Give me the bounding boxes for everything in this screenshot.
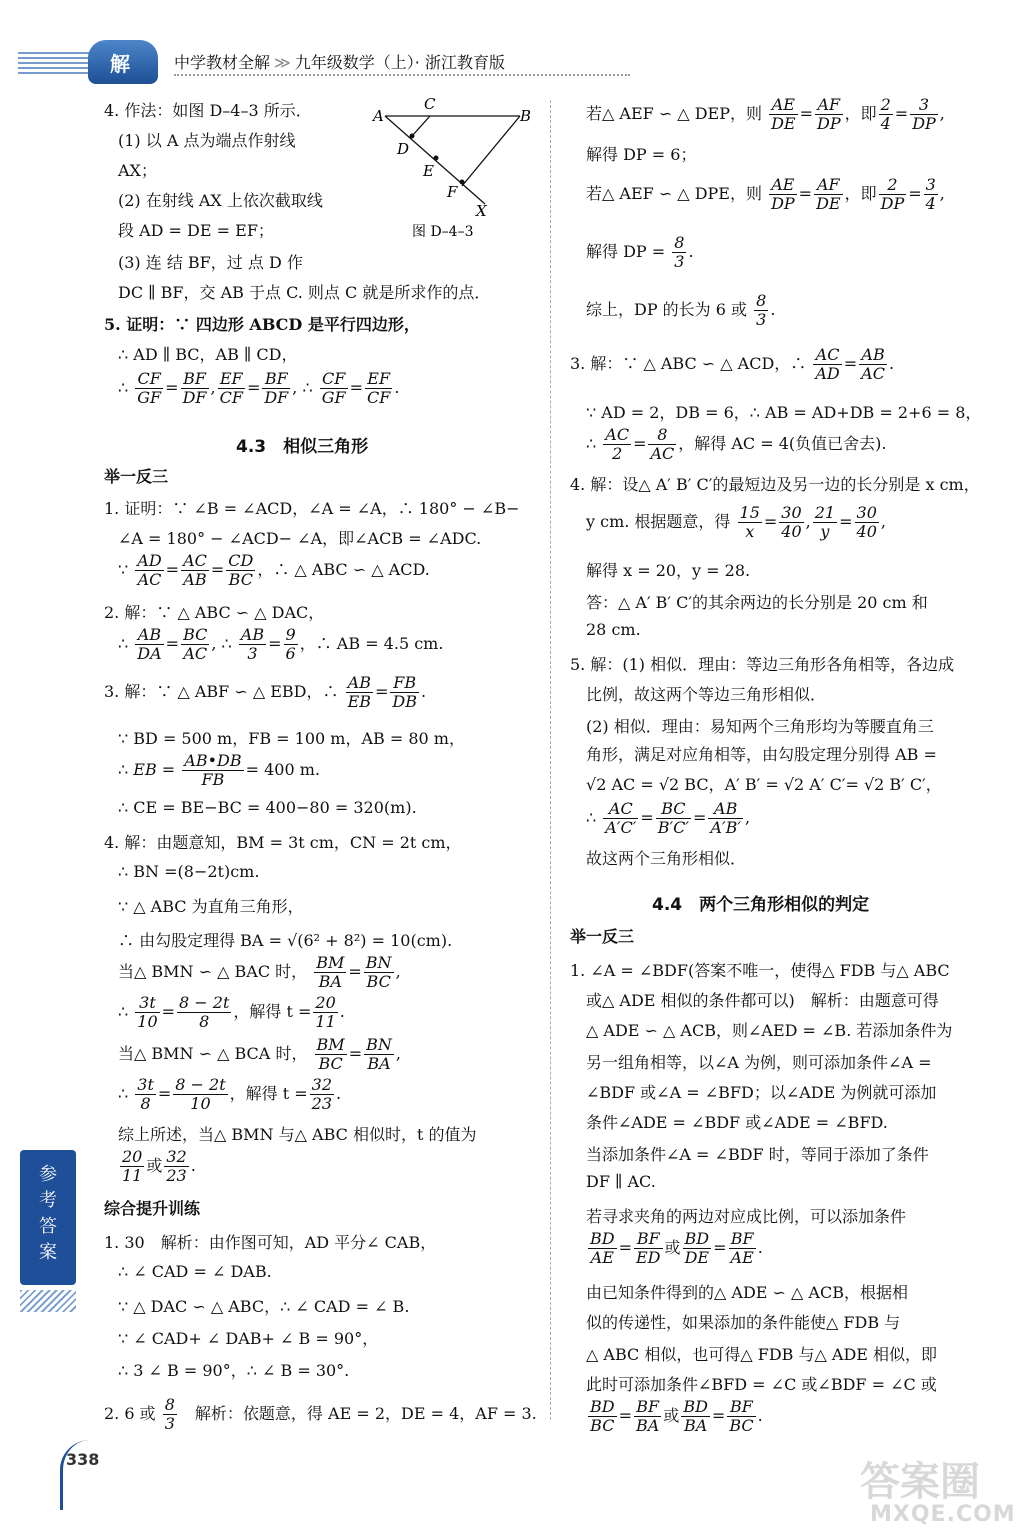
r3-line2: ∵ AD = 2，DB = 6，∴ AB = AD+DB = 2+6 = 8， — [586, 403, 982, 422]
p4-line5: 当△ BMN ∽ △ BAC 时， $\frac{BM}{BA}$ = $\frac{BN}{BC}$ , — [118, 953, 401, 991]
r4-line3: 解得 x = 20，y = 28. — [586, 561, 751, 580]
s-line9: 若寻求夹角的两边对应成比例，可以添加条件 — [586, 1207, 907, 1226]
s-line13: △ ABC 相似，也可得△ FDB 与△ ADE 相似，即 — [586, 1345, 938, 1364]
s-line14: 此时可添加条件∠BFD = ∠C 或∠BDF = ∠C 或 — [586, 1375, 937, 1394]
p1-line1: 1. 证明：∵ ∠B = ∠ACD，∠A = ∠A，∴ 180° − ∠B− — [104, 499, 520, 518]
r5-line7: 故这两个三角形相似． — [586, 849, 747, 868]
p2-line2: ∴ $\frac{AB}{DA}$ = $\frac{BC}{AC}$ , ∴ $\frac{AB}{3}$ = $\frac{9}{6}$ ，∴ AB = 4.5 cm. — [118, 625, 444, 663]
side-stripes — [20, 1290, 76, 1312]
subsection-zhts: 综合提升训练 — [104, 1199, 201, 1218]
r-line4: 解得 DP = $\frac{8}{3}$ . — [586, 233, 694, 271]
point-C: C — [424, 95, 436, 113]
p1-line3: ∵ $\frac{AD}{AC}$ = $\frac{AC}{AB}$ = $\frac{CD}{BC}$ ，∴ △ ABC ∽ △ ACD. — [118, 551, 430, 589]
page-number: 338 — [66, 1450, 100, 1469]
q2-line1: 2. 6 或 $\frac{8}{3}$ 解析：依题意，得 AE = 2，DE = 4，AF = 3. — [104, 1395, 537, 1433]
p3-line3: ∴ EB = $\frac{AB•DB}{FB}$ = 400 m. — [118, 751, 320, 789]
point-X: X — [476, 202, 487, 220]
q1-line3: ∵ △ DAC ∽ △ ABC，∴ ∠ CAD = ∠ B. — [118, 1297, 410, 1316]
r4-line4: 答：△ A′ B′ C′的其余两边的长分别是 20 cm 和 — [586, 593, 928, 612]
r-line5: 综上，DP 的长为 6 或 $\frac{8}{3}$ . — [586, 291, 776, 329]
geometry-figure — [370, 94, 540, 244]
s-line10: $\frac{BD}{AE}$ = $\frac{BF}{ED}$ 或 $\frac{BD}{DE}$ = $\frac{BF}{AE}$ . — [590, 1229, 763, 1267]
s-line12: 似的传递性，如果添加的条件能使△ FDB 与 — [586, 1313, 901, 1332]
s-line8: DF ∥ AC. — [586, 1172, 656, 1191]
r4-line5: 28 cm. — [586, 620, 641, 639]
r-line3: 若△ AEF ∽ △ DPE，则 $\frac{AE}{DP}$ = $\frac{AF}{DE}$ ，即 $\frac{2}{DP}$ = $\frac{3}{4}$ , — [586, 175, 945, 213]
s-line7: 当添加条件∠A = ∠BDF 时，等同于添加了条件 — [586, 1145, 929, 1164]
section-4-4: 4.4 两个三角形相似的判定 — [652, 895, 870, 915]
r5-line2: 比例，故这两个等边三角形相似． — [586, 685, 827, 704]
q1-line4: ∵ ∠ CAD+ ∠ DAB+ ∠ B = 90°， — [118, 1329, 379, 1348]
p4-line1: 4. 解：由题意知，BM = 3t cm，CN = 2t cm， — [104, 833, 462, 852]
q5-line3: ∴ $\frac{CF}{GF}$ = $\frac{BF}{DF}$ , $\frac{EF}{CF}$ = $\frac{BF}{DF}$ , ∴ $\frac{CF}{GF}$ = $\frac{EF}{CF}$ . — [118, 369, 400, 407]
r5-line1: 5. 解：(1) 相似．理由：等边三角形各角相等，各边成 — [570, 655, 955, 674]
q5-title: 5. 证明：∵ 四边形 ABCD 是平行四边形， — [104, 315, 420, 334]
p3-line4: ∴ CE = BE−BC = 400−80 = 320(m). — [118, 798, 417, 817]
s-line5: ∠BDF 或∠A = ∠BFD；以∠ADE 为例就可添加 — [586, 1083, 937, 1102]
page-header — [0, 0, 1027, 90]
p3-line2: ∵ BD = 500 m，FB = 100 m，AB = 80 m， — [118, 729, 465, 748]
r3-line3: ∴ $\frac{AC}{2}$ = $\frac{8}{AC}$ ，解得 AC = 4(负值已舍去). — [586, 425, 887, 463]
r4-line2: y cm. 根据题意，得 $\frac{15}{x}$ = $\frac{30}{40}$ , $\frac{21}{y}$ = $\frac{30}{40}$ , — [586, 503, 886, 541]
s-line4: 另一组角相等，以∠A 为例，则可添加条件∠A = — [586, 1053, 932, 1072]
book-logo-icon: 解 — [88, 40, 158, 84]
q4-title: 4. 作法：如图 D–4–3 所示． — [104, 101, 312, 120]
q1-line5: ∴ 3 ∠ B = 90°，∴ ∠ B = 30°. — [118, 1361, 350, 1380]
p3-line1: 3. 解：∵ △ ABF ∽ △ EBD，∴ $\frac{AB}{EB}$ = $\frac{FB}{DB}$ . — [104, 673, 427, 711]
book-name: 中学教材全解 — [174, 53, 271, 72]
point-F: F — [447, 183, 458, 201]
answer-key-tab: 参考答案 — [20, 1150, 76, 1285]
section-4-3: 4.3 相似三角形 — [236, 437, 369, 457]
p4-line2: ∴ BN =(8−2t)cm. — [118, 862, 260, 881]
figure-caption: 图 D–4–3 — [412, 224, 474, 240]
s-line11: 由已知条件得到的△ ADE ∽ △ ACB，根据相 — [586, 1283, 908, 1302]
book-subtitle: 九年级数学（上）· 浙江教育版 — [294, 53, 505, 72]
r5-line5: √2 AC = √2 BC，A′ B′ = √2 A′ C′= √2 B′ C′， — [586, 775, 942, 794]
q4-step2b: 段 AD = DE = EF； — [118, 221, 274, 240]
p4-line7: 当△ BMN ∽ △ BCA 时， $\frac{BM}{BC}$ = $\frac{BN}{BA}$ , — [118, 1035, 401, 1073]
p4-line9: 综上所述，当△ BMN 与△ ABC 相似时，t 的值为 — [118, 1125, 477, 1144]
watermark: 答案圈 MXQE.COM — [860, 1459, 1016, 1527]
r-line1: 若△ AEF ∽ △ DEP，则 $\frac{AE}{DE}$ = $\frac{AF}{DP}$ ，即 $\frac{2}{4}$ = $\frac{3}{DP}$ , — [586, 95, 945, 133]
p4-line6: ∴ $\frac{3t}{10}$ = $\frac{8 - 2t}{8}$ ，解得 t = $\frac{20}{11}$ . — [118, 993, 345, 1031]
s-line6: 条件∠ADE = ∠BDF 或∠ADE = ∠BFD. — [586, 1113, 888, 1132]
s-line3: △ ADE ∽ △ ACB，则∠AED = ∠B. 若添加条件为 — [586, 1021, 953, 1040]
p4-line4: ∴ 由勾股定理得 BA = √(6² + 8²) = 10(cm). — [118, 931, 453, 950]
q1-line2: ∴ ∠ CAD = ∠ DAB. — [118, 1262, 272, 1281]
r4-line1: 4. 解：设△ A′ B′ C′的最短边及另一边的长分别是 x cm， — [570, 475, 980, 494]
s-line1: 1. ∠A = ∠BDF(答案不唯一，使得△ FDB 与△ ABC — [570, 961, 950, 980]
point-D: D — [397, 140, 410, 158]
header-divider — [174, 74, 630, 76]
column-divider — [550, 100, 551, 1420]
point-B: B — [520, 107, 532, 125]
point-E: E — [423, 162, 434, 180]
q4-step3: (3) 连 结 BF，过 点 D 作 — [118, 253, 303, 272]
point-A: A — [373, 107, 384, 125]
p4-line8: ∴ $\frac{3t}{8}$ = $\frac{8 - 2t}{10}$ ，解得 t = $\frac{32}{23}$ . — [118, 1075, 342, 1113]
header-title: 中学教材全解 ≫ 九年级数学（上）· 浙江教育版 — [174, 53, 505, 72]
r5-line4: 角形，满足对应角相等，由勾股定理分别得 AB = — [586, 745, 937, 764]
p4-line3: ∵ △ ABC 为直角三角形， — [118, 897, 304, 916]
q1-line1: 1. 30 解析：由作图可知，AD 平分∠ CAB， — [104, 1233, 437, 1252]
subsection-jyfs-2: 举一反三 — [570, 927, 635, 946]
s-line15: $\frac{BD}{BC}$ = $\frac{BF}{BA}$ 或 $\frac{BD}{BA}$ = $\frac{BF}{BC}$ . — [590, 1397, 763, 1435]
q4-step1b: AX； — [118, 161, 157, 180]
header-stripes — [18, 52, 98, 74]
r3-line1: 3. 解：∵ △ ABC ∽ △ ACD，∴ $\frac{AC}{AD}$ = $\frac{AB}{AC}$ . — [570, 345, 895, 383]
subsection-jyfs: 举一反三 — [104, 467, 169, 486]
p2-line1: 2. 解：∵ △ ABC ∽ △ DAC， — [104, 603, 325, 622]
p4-line10: $\frac{20}{11}$ 或 $\frac{32}{23}$ . — [122, 1147, 196, 1185]
q4-step1: (1) 以 A 点为端点作射线 — [118, 131, 296, 150]
s-line2: 或△ ADE 相似的条件都可以) 解析：由题意可得 — [586, 991, 939, 1010]
q4-step3b: DC ∥ BF，交 AB 于点 C. 则点 C 就是所求作的点． — [118, 283, 491, 302]
q4-step2: (2) 在射线 AX 上依次截取线 — [118, 191, 323, 210]
r-line2: 解得 DP = 6； — [586, 145, 697, 164]
q5-line2: ∴ AD ∥ BC，AB ∥ CD， — [118, 345, 298, 364]
p1-line2: ∠A = 180° − ∠ACD− ∠A，即∠ACB = ∠ADC. — [118, 529, 482, 548]
r5-line3: (2) 相似．理由：易知两个三角形均为等腰直角三 — [586, 717, 934, 736]
r5-line6: ∴ $\frac{AC}{A'C'}$ = $\frac{BC}{B'C'}$ = $\frac{AB}{A'B'}$ , — [586, 799, 751, 837]
